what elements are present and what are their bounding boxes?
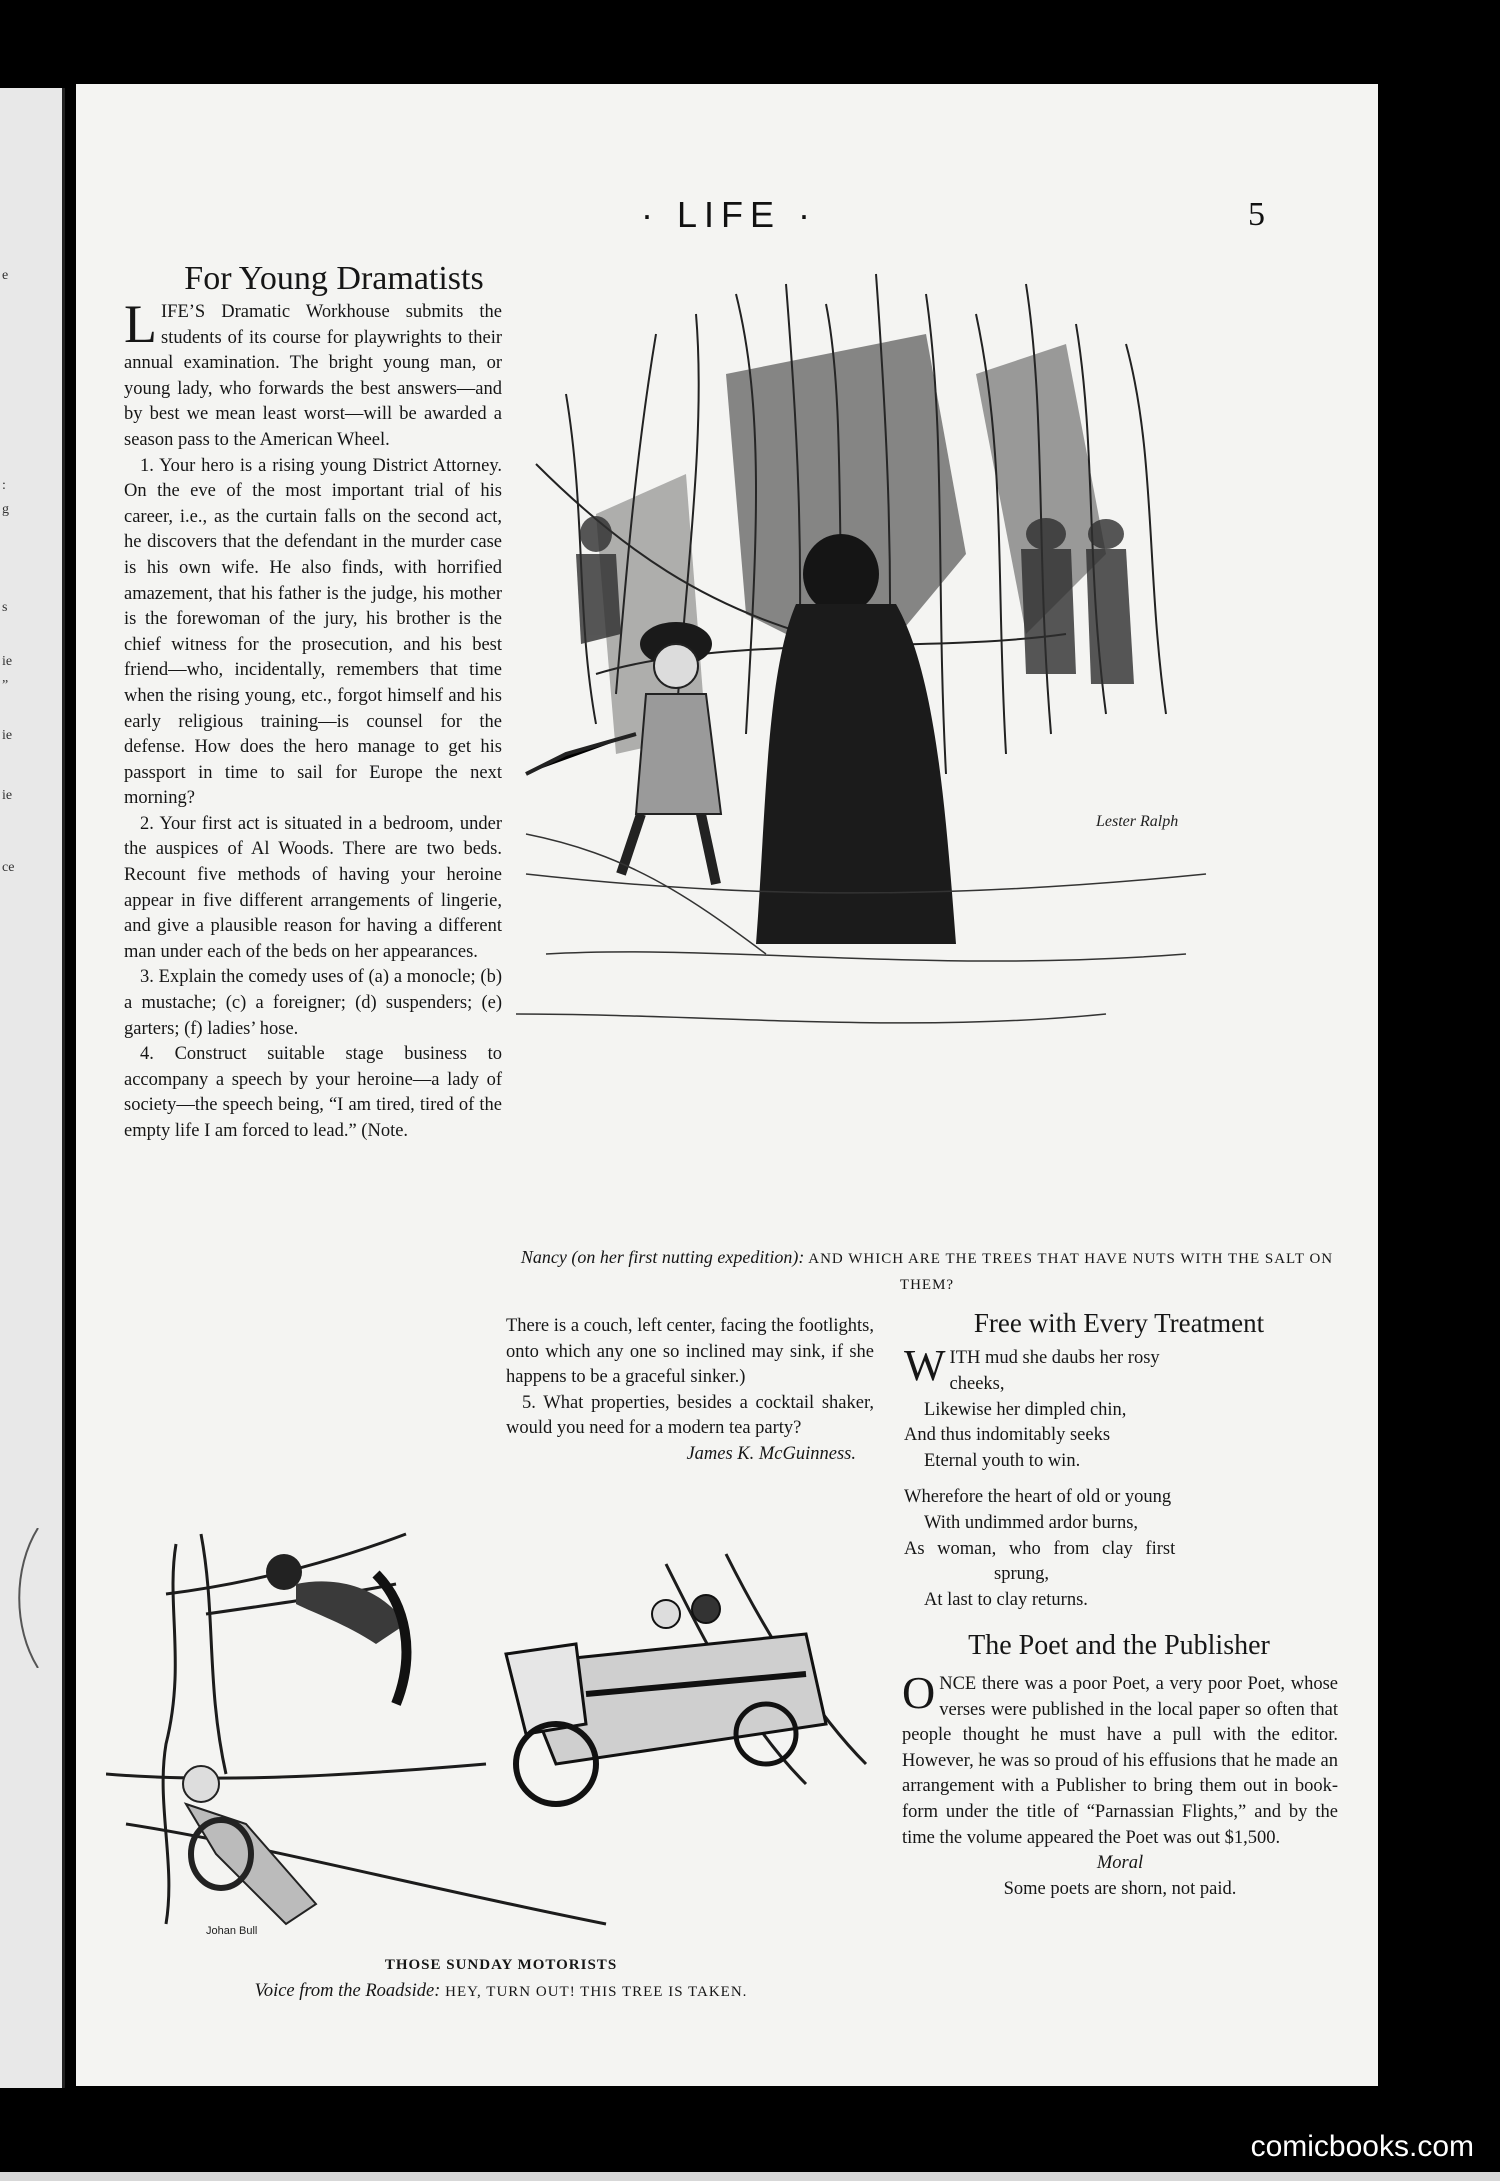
margin-fragment: :: [2, 478, 6, 493]
poem-line: cheeks,: [949, 1373, 1005, 1394]
article-intro: [124, 294, 502, 454]
forest-caption-quote: AND WHICH ARE THE TREES THAT HAVE NUTS WITH THE SALT ON THEM?: [808, 1251, 1334, 1293]
motorists-illustration: [106, 1524, 896, 1950]
poem-line: Likewise her dimpled chin,: [924, 1399, 1127, 1420]
forest-illustration: [506, 254, 1268, 1259]
poem-line: WITH mud she daubs her rosy: [904, 1341, 1160, 1390]
poem-line: At last to clay returns.: [924, 1590, 1088, 1611]
page-number: 5: [1248, 196, 1265, 233]
running-head: · LIFE ·: [641, 194, 818, 235]
poet-body: ONCE there was a poor Poet, a very poor Poet, whose verses were published in the local paper so often that people thought he must have a pull with the editor. However, he was so proud of his effusions that he made an arrangement with a Publisher to bring them out in book-form under the title of “Parnassian Flights,” and by the time the volume appeared the Poet was out $1,500.: [902, 1667, 1338, 1848]
article-title-poet: The Poet and the Publisher: [968, 1630, 1270, 1661]
site-watermark: comicbooks.com: [1250, 2130, 1474, 2163]
question-4-continued: There is a couch, left center, facing the footlights, onto which any one so inclined may sink, if she happens to be a graceful sinker.): [506, 1316, 874, 1388]
poem-title: Free with Every Treatment: [973, 1308, 1265, 1338]
motorists-caption-speaker: Voice from the Roadside:: [254, 1981, 441, 2001]
artist-signature: Johan Bull: [206, 1925, 258, 1937]
forest-caption: [506, 1244, 1348, 1298]
bottom-border: [0, 2172, 1500, 2181]
poem-line: sprung,: [994, 1564, 1049, 1585]
moral-text: Some poets are shorn, not paid.: [1003, 1878, 1237, 1899]
byline: James K. McGuinness.: [686, 1443, 856, 1464]
margin-fragment: ie: [2, 654, 13, 669]
question-4: 4. Construct suitable stage business to accompany a speech by your heroine—a lady of society—the speech being, “I am tired, tired of the empty life I am forced to lead.” (Note.: [124, 1044, 502, 1141]
motorists-caption: [106, 1952, 896, 2005]
poem-line: With undimmed ardor burns,: [924, 1512, 1139, 1533]
drop-cap: O: [902, 1667, 936, 1718]
question-5: 5. What properties, besides a cocktail shaker, would you need for a modern tea party?: [506, 1392, 874, 1439]
forest-caption-speaker: Nancy (on her first nutting expedition):: [520, 1247, 805, 1267]
column-dramatists-1: [124, 294, 502, 1145]
poem-line: Eternal youth to win.: [924, 1451, 1081, 1472]
article-intro-text: IFE’S Dramatic Workhouse submits the students of its course for playwrights to their annual examination. The bright young man, or young lady, who forwards the best answers—and by best we mean least worst—will be awarded a season pass to the American Wheel.: [124, 302, 502, 450]
facing-page-edge: [0, 88, 65, 2088]
motorists-caption-line: [106, 1978, 896, 2005]
moral-heading: Moral: [1096, 1853, 1144, 1874]
margin-fragment: ”: [2, 678, 9, 693]
margin-fragment: ie: [2, 728, 13, 743]
margin-fragment: s: [2, 600, 8, 615]
drop-cap: W: [904, 1341, 946, 1390]
margin-fragment: e: [2, 268, 9, 283]
margin-drawing-fragment: [8, 1528, 48, 1668]
article-title-dramatists: For Young Dramatists: [184, 260, 484, 297]
poem-line: As woman, who from clay first: [904, 1538, 1176, 1559]
margin-fragment: g: [2, 502, 9, 517]
poem-line: Wherefore the heart of old or young: [904, 1486, 1172, 1507]
question-3: 3. Explain the comedy uses of (a) a monocle; (b) a mustache; (c) a foreigner; (d) suspenders; (e) garters; (f) ladies’ hose.: [124, 967, 502, 1039]
motorists-caption-title: THOSE SUNDAY MOTORISTS: [384, 1957, 618, 1973]
artist-signature: Lester Ralph: [1096, 813, 1179, 830]
margin-fragment: ce: [2, 860, 15, 875]
margin-fragment: ie: [2, 788, 13, 803]
question-2: 2. Your first act is situated in a bedroom, under the auspices of Al Woods. There are two beds. Recount five methods of having your heroine appear in five different arrangements of lingerie, and give a plausible reason for having a different man under each of the beds on her appearances.: [124, 813, 502, 962]
column-poet: [902, 1667, 1338, 1902]
column-dramatists-2: [506, 1314, 874, 1468]
drop-cap: L: [124, 294, 157, 354]
poem-free-with-every-treatment: [904, 1341, 1344, 1614]
question-1: 1. Your hero is a rising young District Attorney. On the eve of the most important trial of his career, i.e., as the curtain falls on the second act, he discovers that the defendant in the murder case is his own wife. He also finds, with horrified amazement, that his father is the judge, his mother is the forewoman of the jury, his brother is the chief witness for the prosecution, and his best friend—who, incidentally, remembers that time when the rising young, etc., forgot himself and his early religious training—is counsel for the defense. How does the hero manage to get his passport in time to sail for Europe the next morning?: [124, 455, 502, 809]
magazine-page: [76, 84, 1378, 2086]
motorists-caption-quote: HEY, TURN OUT! THIS TREE IS TAKEN.: [445, 1984, 748, 2000]
poem-line: And thus indomitably seeks: [904, 1425, 1111, 1446]
